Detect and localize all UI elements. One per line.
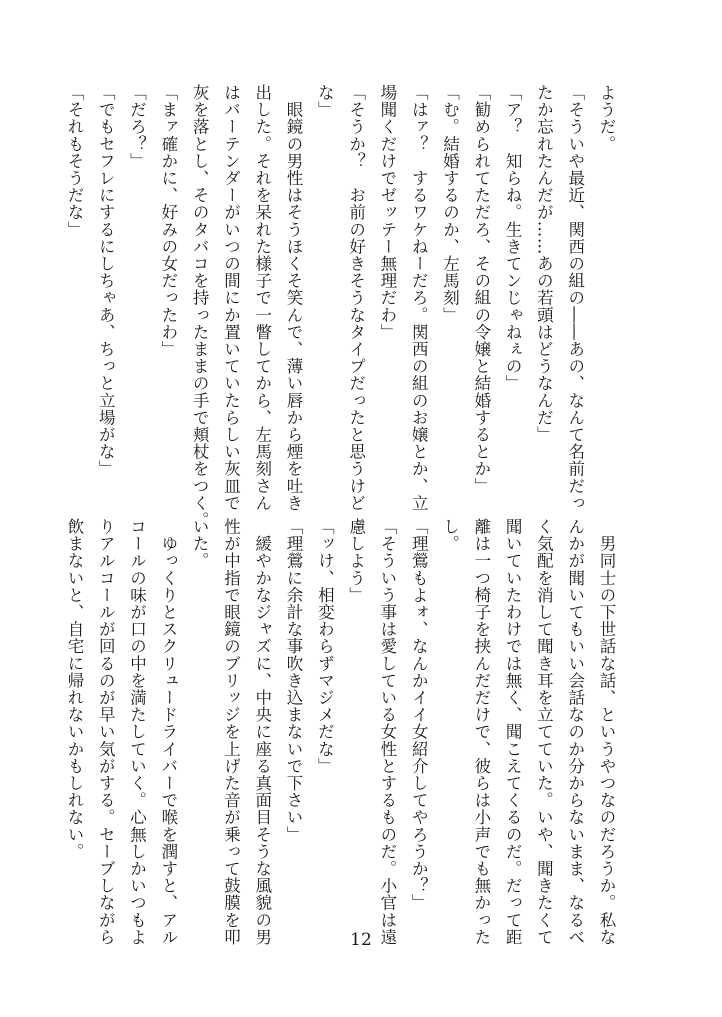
text-line: 「まァ確かに、好みの女だったわ」 [158,84,178,358]
text-line: 緩やかなジャズに、中央に座る真面目そうな風貌の男 [252,518,272,946]
page-number: 12 [350,930,372,950]
text-line: 「だろ？」 [127,84,147,170]
text-line: 「そうか？ お前の好きそうなタイプだったと思うけど [346,84,366,512]
text-line: く気配を消して聞き耳を立てていた。いや、聞きたくて [534,518,554,946]
text-line: ようだ。 [597,84,616,153]
text-line: ゆっくりとスクリュードライバーで喉を潤すと、アル [158,518,178,946]
text-line: はバーテンダーがいつの間にか置いていたらしい灰皿で [221,84,241,512]
text-line: な」 [315,84,335,119]
text-line: 「ア？ 知らね。生きてンじゃねぇの」 [503,84,523,392]
text-line: し。 [440,518,460,553]
text-line: 男同士の下世話な話、というやつなのだろうか。私な [597,518,616,946]
text-line: 性が中指で眼鏡のブリッジを上げた音が乗って鼓膜を叩 [221,518,241,946]
text-line: 「はァ？ するワケねーだろ。関西の組のお嬢とか、立 [409,84,429,512]
text-line: 「勧められてただろ、その組の令嬢と結婚するとか」 [471,84,491,495]
text-line: 聞いていたわけでは無く、聞こえてくるのだ。だって距 [503,518,523,946]
text-line: 「む。結婚するのか、左馬刻」 [440,84,460,324]
text-line: コールの味が口の中を満たしていく。心無しかいつもよ [127,518,147,946]
upper-text-block [64,84,622,529]
text-line: 「そういや最近、関西の組の――あの、なんて名前だっ [565,84,585,512]
text-line: 場聞くだけでゼッテー無理だわ」 [377,84,397,341]
text-line: 出した。それを呆れた様子で一瞥してから、左馬刻さん [252,84,272,512]
text-line: 慮しよう」 [346,518,366,604]
text-line: んかが聞いてもいい会話なのか分からないまま、なるべ [565,518,585,946]
text-line: いた。 [190,518,210,570]
text-line: 「理鶯もよォ、なんかイイ女紹介してやろうか？」 [409,518,429,912]
text-line: 「理鶯に余計な事吹き込まないで下さい」 [284,518,304,843]
text-line: 「ッけ、相変わらずマジメだな」 [315,518,335,775]
text-line: 灰を落とし、そのタバコを持ったままの手で頬杖をつく。 [190,84,210,529]
text-line: 「それもそうだな」 [64,84,84,238]
text-line: たか忘れたんだが……あの若頭はどうなんだ」 [534,84,554,444]
text-line: 「でもセフレにするにしちゃあ、ちっと立場がな」 [96,84,116,478]
text-line: 眼鏡の男性はそうほくそ笑んで、薄い唇から煙を吐き [284,84,304,512]
text-line: りアルコールが回るのが早い気がする。セーブしながら [96,518,116,946]
text-line: 「そういう事は愛している女性とするものだ。小官は遠 [377,518,397,946]
text-line: 離は一つ椅子を挟んだだけで、彼らは小声でも無かった [471,518,491,946]
text-line: 飲まないと、自宅に帰れないかもしれない。 [64,518,84,860]
